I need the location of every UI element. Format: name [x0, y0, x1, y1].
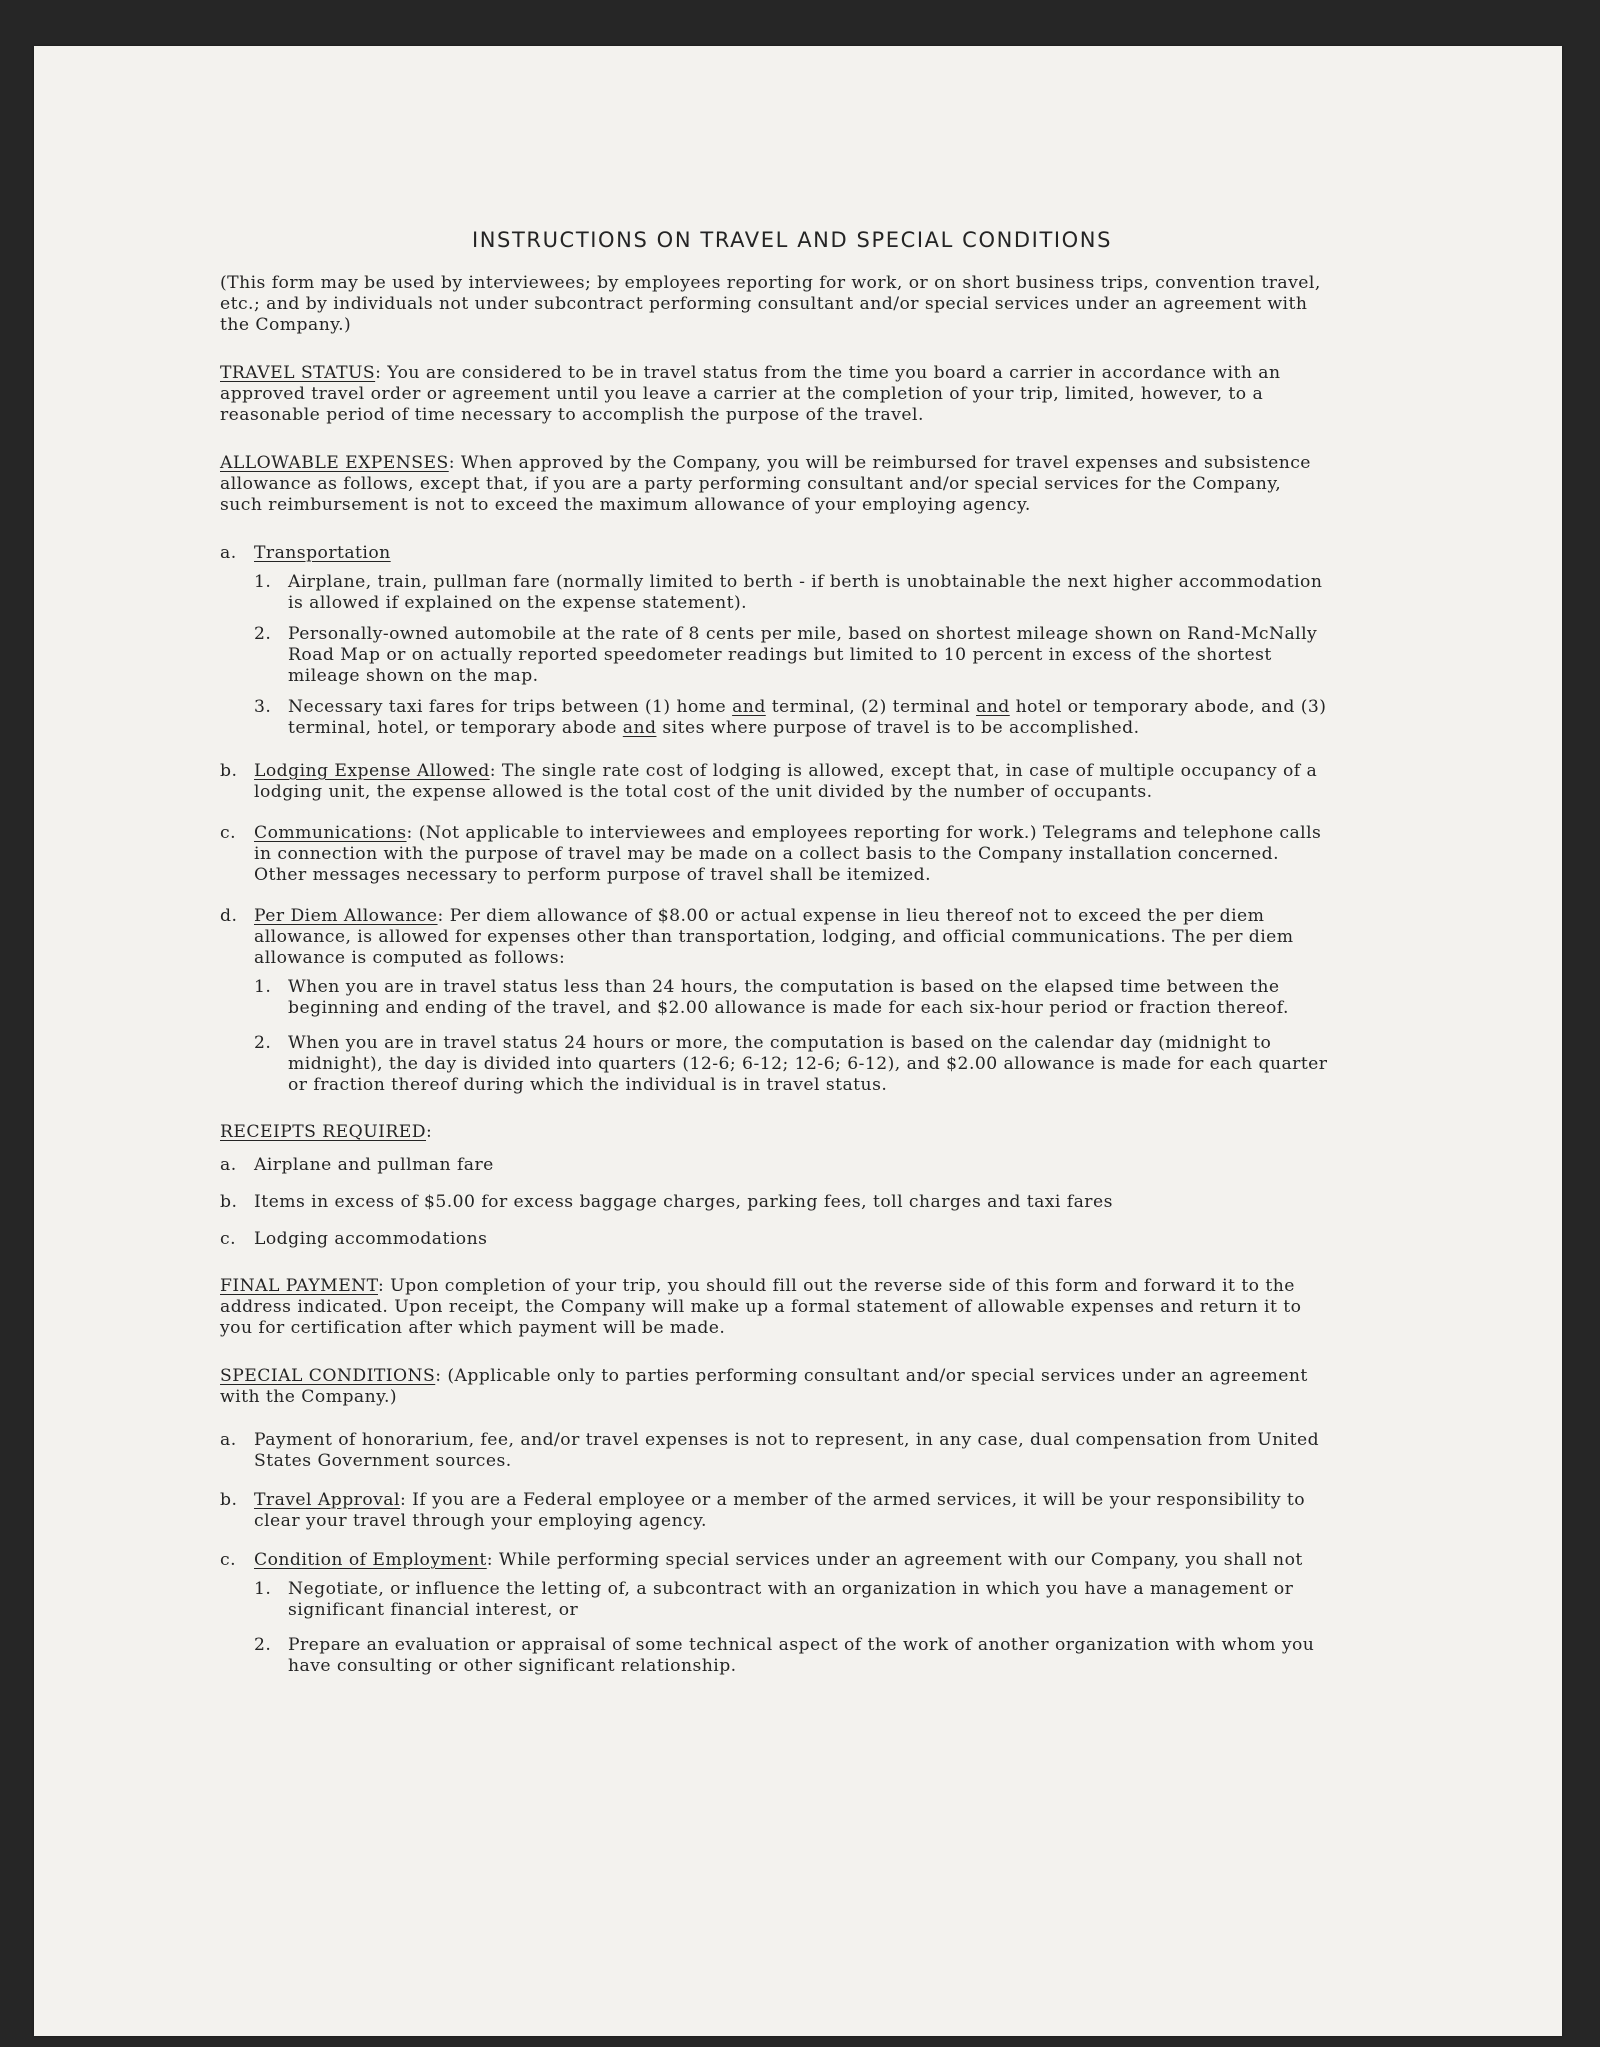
allowable-expenses-text: : When approved by the Company, you will be reimbursed for travel expenses and subsistence allowance as follows, except that, if you are a party performing consultant and/or special services for the Company, such reimbursement is not to exceed the maximum allowance of your employing agency. — [220, 453, 1311, 515]
list-marker: b. — [220, 1490, 238, 1510]
list-item-text — [288, 697, 1328, 739]
allowable-expenses-section — [220, 453, 1328, 516]
list-marker: 2. — [254, 1635, 272, 1655]
list-item — [254, 572, 1328, 614]
list-item — [254, 1579, 1328, 1621]
text-part: Necessary taxi fares for trips between (1) home — [288, 697, 733, 717]
lodging-heading: Lodging Expense Allowed — [254, 761, 490, 781]
communications-heading: Communications — [254, 823, 407, 843]
final-payment-section — [220, 1276, 1328, 1339]
condition-of-employment-heading: Condition of Employment — [254, 1550, 487, 1570]
list-marker: d. — [220, 906, 238, 926]
special-conditions-text: : (Applicable only to parties performing consultant and/or special services under an agreement with the Company.) — [220, 1366, 1308, 1407]
travel-status-heading: TRAVEL STATUS — [220, 363, 376, 383]
lodging-text: : The single rate cost of lodging is allowed, except that, in case of multiple occupancy of a lodging unit, the expense allowed is the total cost of the unit divided by the number of occupants. — [254, 761, 1318, 802]
list-item-text: Negotiate, or influence the letting of, a subcontract with an organization in which you have a management or significant financial interest, or — [288, 1579, 1294, 1620]
list-marker: 1. — [254, 1579, 272, 1599]
per-diem-heading: Per Diem Allowance — [254, 906, 438, 926]
list-marker: 2. — [254, 1033, 272, 1053]
transportation-list — [254, 572, 1328, 739]
lodging-section — [220, 761, 1328, 803]
intro-paragraph: (This form may be used by interviewees; by employees reporting for work, or on short business trips, convention travel, etc.; and by individuals not under subcontract performing consultant and/or special services under an agreement with the Company.) — [220, 273, 1321, 335]
final-payment-text: : Upon completion of your trip, you should fill out the reverse side of this form and forward it to the address indicated. Upon receipt, the Company will make up a formal statement of allowable expenses and return it to you for certification after which payment will be made. — [220, 1276, 1302, 1338]
text-part: sites where purpose of travel is to be accomplished. — [656, 718, 1140, 738]
list-item-text: Personally-owned automobile at the rate of 8 cents per mile, based on shortest mileage shown on Rand-McNally Road Map or on actually reported speedometer readings but limited to 10 percent in excess of the shortest mileage shown on the map. — [288, 624, 1318, 686]
receipt-item-text: Lodging accommodations — [254, 1229, 488, 1249]
list-item — [254, 697, 1328, 739]
list-marker: 1. — [254, 572, 272, 592]
communications-text-block — [254, 823, 1328, 886]
communications-text: : (Not applicable to interviewees and employees reporting for work.) Telegrams and telephone calls in connection with the purpose of travel may be made on a collect basis to the Company installation concerned. Other messages necessary to perform purpose of travel shall be itemized. — [254, 823, 1322, 885]
special-conditions-heading: SPECIAL CONDITIONS — [220, 1366, 436, 1386]
list-item-text: Prepare an evaluation or appraisal of some technical aspect of the work of another organization with whom you have consulting or other significant relationship. — [288, 1635, 1315, 1676]
list-marker: b. — [220, 761, 238, 781]
text-part: terminal, (2) terminal — [765, 697, 977, 717]
list-marker: 1. — [254, 977, 272, 997]
list-marker: a. — [220, 543, 237, 563]
final-payment-heading: FINAL PAYMENT — [220, 1276, 378, 1296]
special-condition-a-text: Payment of honorarium, fee, and/or travel expenses is not to represent, in any case, dual compensation from United States Government sources. — [254, 1430, 1320, 1471]
per-diem-section — [220, 906, 1328, 969]
special-condition-b — [220, 1490, 1328, 1532]
list-marker: a. — [220, 1155, 237, 1175]
receipt-item — [220, 1155, 1328, 1176]
list-item — [254, 977, 1328, 1019]
travel-status-text: : You are considered to be in travel status from the time you board a carrier in accordance with an approved travel order or agreement until you leave a carrier at the completion of your trip, limited, however, to a reasonable period of time necessary to accomplish the purpose of the travel. — [220, 363, 1281, 425]
special-condition-c — [220, 1550, 1328, 1571]
lodging-text-block — [254, 761, 1328, 803]
document-title: INSTRUCTIONS ON TRAVEL AND SPECIAL CONDITIONS — [471, 228, 1113, 252]
document-body — [220, 186, 1328, 1691]
travel-approval-heading: Travel Approval — [254, 1490, 400, 1510]
allowable-expenses-heading: ALLOWABLE EXPENSES — [220, 453, 449, 473]
per-diem-text-block — [254, 906, 1328, 969]
receipts-section — [220, 1122, 1328, 1143]
travel-approval-text: : If you are a Federal employee or a member of the armed services, it will be your responsibility to clear your travel through your employing agency. — [254, 1490, 1306, 1531]
list-item — [254, 1033, 1328, 1096]
list-marker: 3. — [254, 697, 272, 717]
receipt-item — [220, 1192, 1328, 1213]
receipts-heading: RECEIPTS REQUIRED — [220, 1122, 427, 1142]
list-marker: b. — [220, 1192, 238, 1212]
receipt-item — [220, 1229, 1328, 1250]
list-item — [254, 1635, 1328, 1677]
travel-status-section — [220, 363, 1328, 426]
receipt-item-text: Items in excess of $5.00 for excess baggage charges, parking fees, toll charges and taxi fares — [254, 1192, 1113, 1212]
underlined-and: and — [622, 718, 657, 738]
list-marker: c. — [220, 1550, 236, 1570]
transportation-heading: Transportation — [254, 543, 391, 563]
special-condition-b-text-block — [254, 1490, 1328, 1532]
receipt-item-text: Airplane and pullman fare — [254, 1155, 494, 1175]
list-item — [254, 624, 1328, 687]
list-item-text: When you are in travel status 24 hours or more, the computation is based on the calendar day (midnight to midnight), the day is divided into quarters (12-6; 6-12; 12-6; 6-12), and $2.00 allowance is made for each quarter or fraction thereof during which the individual is in travel status. — [288, 1033, 1328, 1095]
list-marker: 2. — [254, 624, 272, 644]
condition-of-employment-list — [220, 1579, 1328, 1677]
text-part: hotel or temporary abode, and (3) terminal, hotel, or temporary abode — [288, 697, 1327, 738]
underlined-and: and — [732, 697, 766, 717]
receipts-colon: : — [426, 1122, 433, 1142]
underlined-and: and — [976, 697, 1010, 717]
condition-of-employment-text: : While performing special services under an agreement with our Company, you shall not — [486, 1550, 1303, 1570]
special-conditions-section — [220, 1366, 1328, 1408]
per-diem-list — [220, 977, 1328, 1096]
list-item-text: When you are in travel status less than 24 hours, the computation is based on the elapsed time between the beginning and ending of the travel, and $2.00 allowance is made for each six-hour period or fraction thereof. — [288, 977, 1289, 1018]
per-diem-text: : Per diem allowance of $8.00 or actual expense in lieu thereof not to exceed the per diem allowance, is allowed for expenses other than transportation, lodging, and official communications. The per diem allowance is computed as follows: — [254, 906, 1294, 968]
list-marker: c. — [220, 1229, 236, 1249]
special-condition-a — [220, 1430, 1328, 1472]
communications-section — [220, 823, 1328, 886]
transportation-section — [220, 543, 1328, 564]
list-marker: c. — [220, 823, 236, 843]
list-item-text: Airplane, train, pullman fare (normally limited to berth - if berth is unobtainable the next higher accommodation is allowed if explained on the expense statement). — [288, 572, 1323, 613]
list-marker: a. — [220, 1430, 237, 1450]
special-condition-c-text-block — [254, 1550, 1328, 1571]
